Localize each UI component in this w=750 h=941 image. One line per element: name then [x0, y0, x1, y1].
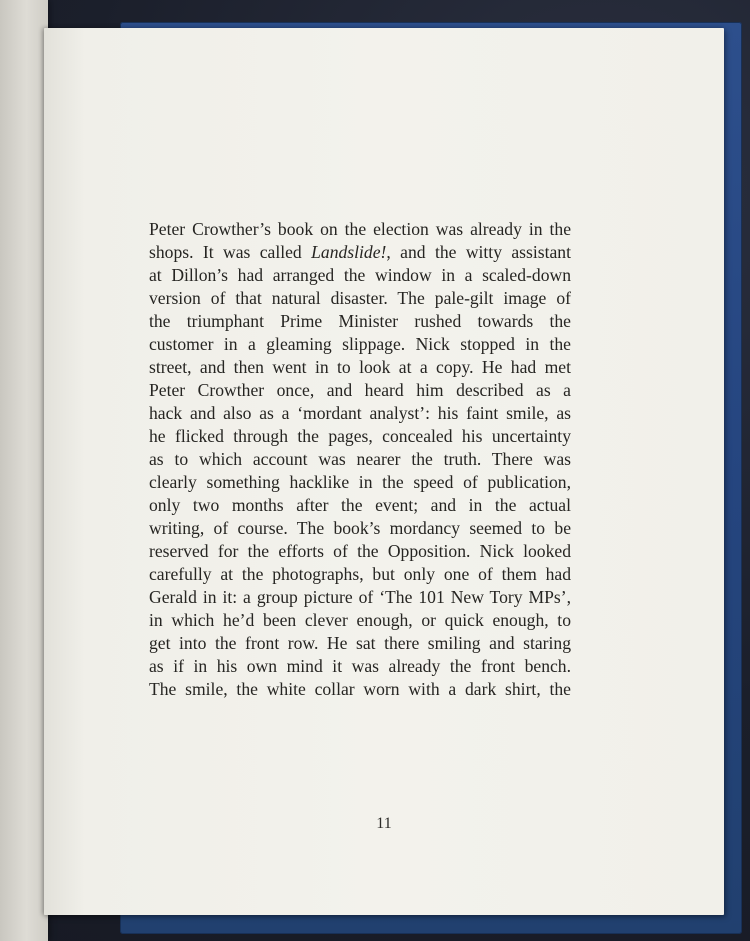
page-number: 11 — [376, 815, 392, 832]
text-line: customer in a gleaming slippage. Nick stopped in the — [149, 334, 571, 354]
text-line: street, and then went in to look at a copy. He had met — [149, 357, 571, 377]
body-text — [149, 218, 571, 701]
text-line: only two months after the event; and in the actual — [149, 495, 571, 515]
text-line: he flicked through the pages, concealed his uncertainty — [149, 426, 571, 446]
text-line: carefully at the photographs, but only one of them had — [149, 564, 571, 584]
left-page-edge — [0, 0, 48, 941]
text-line: version of that natural disaster. The pale-gilt image of — [149, 288, 571, 308]
text-line: as if in his own mind it was already the front bench. — [149, 656, 571, 676]
text-line: reserved for the efforts of the Opposition. Nick looked — [149, 541, 571, 561]
book-page — [44, 28, 724, 915]
text-line: Gerald in it: a group picture of ‘The 101 New Tory MPs’, — [149, 587, 571, 607]
text-line: in which he’d been clever enough, or quick enough, to — [149, 610, 571, 630]
text-line: writing, of course. The book’s mordancy seemed to be — [149, 518, 571, 538]
book-title-italic: Landslide! — [311, 242, 387, 262]
text-line: Peter Crowther once, and heard him described as a — [149, 380, 571, 400]
text-line: clearly something hacklike in the speed of publication, — [149, 472, 571, 492]
text-line: hack and also as a ‘mordant analyst’: his faint smile, as — [149, 403, 571, 423]
text-line: The smile, the white collar worn with a dark shirt, the — [149, 679, 571, 699]
text-line: at Dillon’s had arranged the window in a scaled-down — [149, 265, 571, 285]
text-line: the triumphant Prime Minister rushed towards the — [149, 311, 571, 331]
text-line: as to which account was nearer the truth. There was — [149, 449, 571, 469]
text-line: Peter Crowther’s book on the election was already in the — [149, 219, 571, 239]
text-line: get into the front row. He sat there smiling and staring — [149, 633, 571, 653]
text-line: shops. It was called Landslide!, and the witty assistant — [149, 242, 571, 262]
